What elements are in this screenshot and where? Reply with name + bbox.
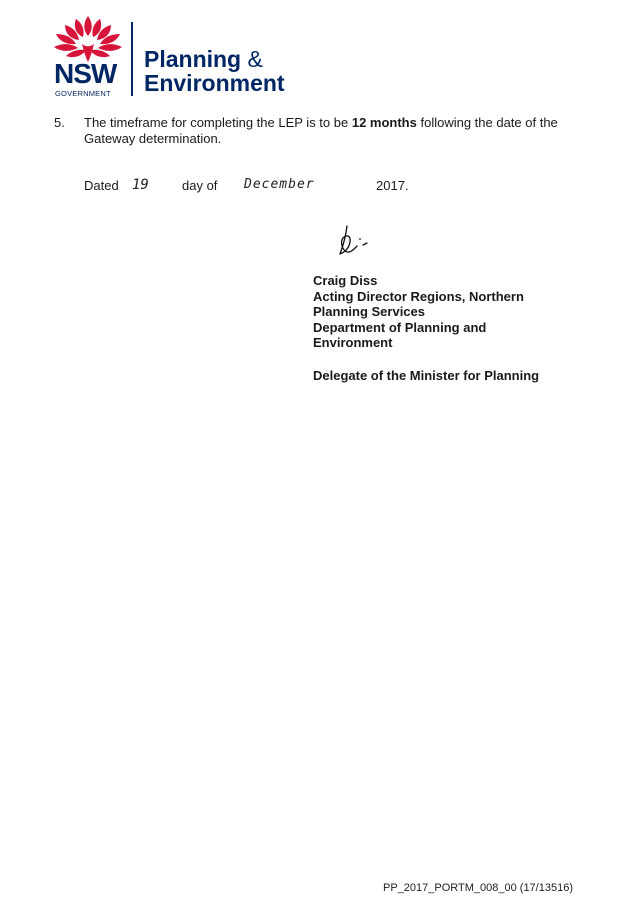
condition-number: 5.	[54, 115, 65, 130]
logo-title-line2: Environment	[144, 70, 285, 96]
logo-nsw-text: NSW	[54, 58, 117, 89]
dated-month: December	[244, 177, 315, 192]
signatory-title-line2: Planning Services	[313, 304, 425, 319]
condition-text-before: The timeframe for completing the LEP is to be	[84, 115, 352, 130]
signature-mark-icon	[333, 220, 383, 260]
day-of-label: day of	[182, 178, 218, 193]
logo-title-ampersand: &	[247, 46, 263, 72]
nsw-planning-environment-logo	[52, 14, 312, 96]
signatory-title-line3: Department of Planning and	[313, 319, 487, 335]
delegate-statement: Delegate of the Minister for Planning	[313, 368, 540, 383]
dated-line	[84, 178, 484, 198]
condition-text	[84, 115, 579, 147]
signatory-title-line4: Environment	[313, 335, 393, 350]
dated-label: Dated	[84, 178, 119, 193]
logo-title-planning: Planning	[144, 46, 248, 72]
condition-text-bold: 12 months	[351, 115, 417, 130]
signatory-name: Craig Diss	[313, 273, 378, 288]
waratah-icon	[52, 14, 124, 64]
signatory-block	[313, 273, 603, 351]
document-reference: PP_2017_PORTM_008_00 (17/13516)	[383, 882, 573, 894]
dated-year: 2017.	[376, 178, 409, 193]
condition-text-after: following the date of the Gateway determination.	[84, 115, 558, 146]
signatory-title-line1: Acting Director Regions, Northern	[313, 288, 524, 304]
dated-day: 19	[132, 177, 149, 193]
logo-divider	[131, 22, 133, 96]
logo-title-line1	[144, 47, 263, 71]
logo-government-text: GOVERNMENT	[55, 89, 111, 98]
